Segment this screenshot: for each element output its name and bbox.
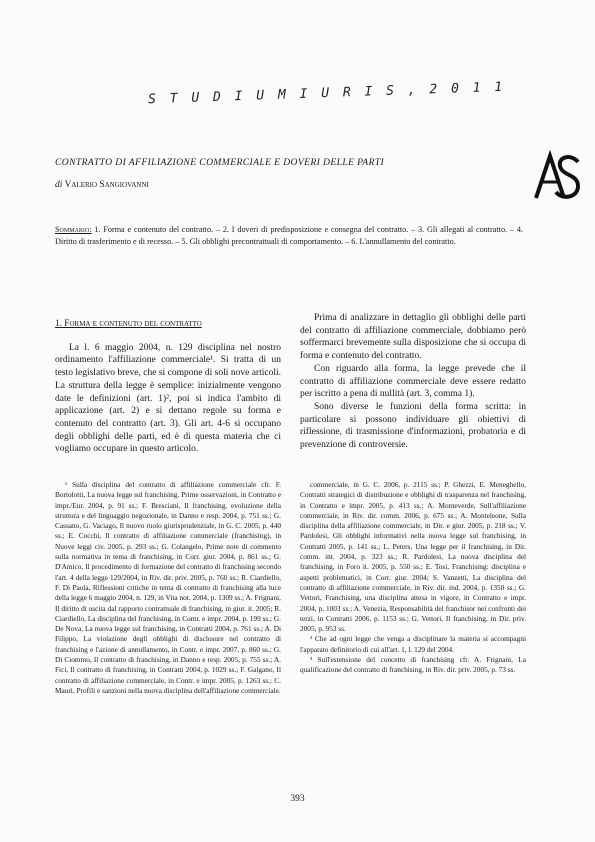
handwritten-stamp: S T U D I U M I U R I S , 2 0 1 1: [147, 79, 506, 108]
article-title: CONTRATTO DI AFFILIAZIONE COMMERCIALE E DOVERI DELLE PARTI: [55, 157, 385, 168]
author-line: [55, 180, 149, 190]
summary-label: Sommario:: [55, 225, 92, 234]
footnote: commerciale, in G. C. 2006, p. 2115 ss.; P. Ghezzi, E. Meneghello, Contratti strategici di distribuzione e obblighi di trasparenza nel franchising, in Contratto e impr. 2005, p. 413 ss.; A. Monteverde, Sull'affiliazione commerciale, in Riv. dir. comm. 2006, p. 675 ss.; A. Monteleone, Sulla disciplina della affiliazione commerciale, in Dir. e giur. 2005, p. 218 ss.; V. Pardolesi, Gli obblighi informativi nella nuova legge sul franchising, in Contratti 2005, p. 141 ss.; L. Peters, Una legge per il franchising, in Dir. comm. int. 2004, p. 323 ss.; R. Pardolesi, La nuova disciplina del franchising, in Foro it. 2005, p. 550 ss.; E. Tosi, Franchising: disciplina e aspetti problematici, in Corr. giur. 2004; S. Vanzetti, La disciplina del contratto di affiliazione commerciale, in Riv. dir. ind. 2004, p. 1350 ss.; G. Vettori, Franchising, una disciplina attesa in vigore, in Contratto e impr. 2004, p. 1003 ss.; A. Venezia, Responsabilità del franchisor nei confronti dei terzi, in Contratti 2006, p. 1153 ss.; G. Vettori, Il franchising, in Dir. priv. 2005, p. 953 ss.: [300, 480, 526, 634]
footnote: ¹ Sulla disciplina del contratto di affiliazione commerciale cfr. F. Bortolotti, La nuova legge sul franchising. Prime osservazioni, in Contratto e impr./Eur. 2004, p. 91 ss.; F. Bresciani, Il franchising, evoluzione della struttura e del linguaggio negozionale, in Danno e resp. 2004, p. 751 ss.; G. Cassano, G. Vaciago, Il nuovo ruolo giurisprudenziale, in G. C. 2005, p. 440 ss.; E. Cocchi, Il contratto di affiliazione commerciale (franchising), in Nuove leggi civ. 2005, p. 293 ss.; G. Colangelo, Prime note di commento sulla normativa in tema di franchising, in Corr. giur. 2004, p. 861 ss.; G. D'Amico, Il procedimento di formazione del contratto di franchising secondo l'art. 4 della legge 129/2004, in Riv. dir. priv. 2005, p. 760 ss.; R. Ciardiello, F. Di Paola, Riflessioni critiche in tema di contratto di franchising alla luce della legge 6 maggio 2004, n. 129, in Vita not. 2004, p. 1309 ss.; A. Frignani, Il diritto di uscita dal rapporto contrattuale di franchising, in giur. it. 2005; R. Ciardiello, La disciplina del franchising, in Contr. e impr. 2004, p. 199 ss.; G. De Nova, La nuova legge sul franchising, in Contratti 2004, p. 761 ss.; A. Di Filippo, La violazione degli obblighi di disclosure nel contratto di franchising e l'azione di annullamento, in Contr. e impr. 2007, p. 860 ss.; G. Di Ciommo, Il contratto di franchising, in Danno e resp. 2005, p. 755 ss.; A. Fici, Il contratto di franchising, in Contratti 2004, p. 1029 ss.; F. Galgano, Il contratto di affiliazione commerciale, in Contr. e impr. 2005, p. 1263 ss.; C. Mauri, Profili e sanzioni nella nuova disciplina dell'affiliazione commerciale.: [55, 480, 281, 695]
section-title: 1. Forma e contenuto del contratto: [55, 319, 202, 329]
summary-text: 1. Forma e contenuto del contratto. – 2. I doveri di predisposizione e consegna del contratto. – 3. Gli allegati al contratto. – 4. Diritto di trasferimento e di recesso. – 5. Gli obblighi precontrattuali di comportamento. – 6. L'annullamento del contratto.: [55, 225, 523, 246]
journal-logo-icon: [532, 150, 582, 202]
body-paragraph: Prima di analizzare in dettaglio gli obblighi delle parti del contratto di affiliazione commerciale, dobbiamo però soffermarci brevemente sulla disposizione che si occupa di forma e contenuto del contratto.: [300, 313, 526, 362]
body-column-right: [300, 312, 526, 452]
page-number: 393: [290, 794, 305, 804]
author-name: Valerio Sangiovanni: [64, 180, 149, 190]
author-prefix: di: [55, 180, 63, 190]
footnote: ³ Sull'estensione del concetto di franchising cfr. A. Frignani, La qualificazione del contratto di franchising, in Riv. dir. priv. 2005, p. 73 ss.: [300, 655, 526, 675]
body-paragraph: Sono diverse le funzioni della forma scritta: in particolare si possono individuare gli obiettivi di riflessione, di trasmissione d'informazioni, probatoria e di prevenzione di controversie.: [300, 401, 526, 451]
body-column-left: [55, 318, 281, 456]
footnotes-left: [55, 480, 281, 696]
footnotes-right: [300, 480, 526, 676]
body-paragraph: La l. 6 maggio 2004, n. 129 disciplina nel nostro ordinamento l'affiliazione commerciale¹. Si tratta di un testo legislativo breve, che si compone di soli nove articoli. La struttura della legge è semplice: inizialmente vengono date le definizioni (art. 1)², poi si indica l'ambito di applicazione (art. 2) e si dettano regole su forma e contenuto del contratto (art. 3). Gli art. 4-6 si occupano degli obblighi delle parti, ed è di questa materia che ci vogliamo occupare in questo articolo.: [55, 342, 281, 455]
article-summary: [55, 224, 523, 247]
body-paragraph: Con riguardo alla forma, la legge prevede che il contratto di affiliazione commerciale deve essere redatto per iscritto a pena di nullità (art. 3, comma 1).: [300, 363, 526, 400]
footnote: ² Che ad ogni legge che venga a disciplinare la materia si accompagni l'apparato definitorio di cui all'art. 1, l. 129 del 2004.: [300, 634, 526, 654]
